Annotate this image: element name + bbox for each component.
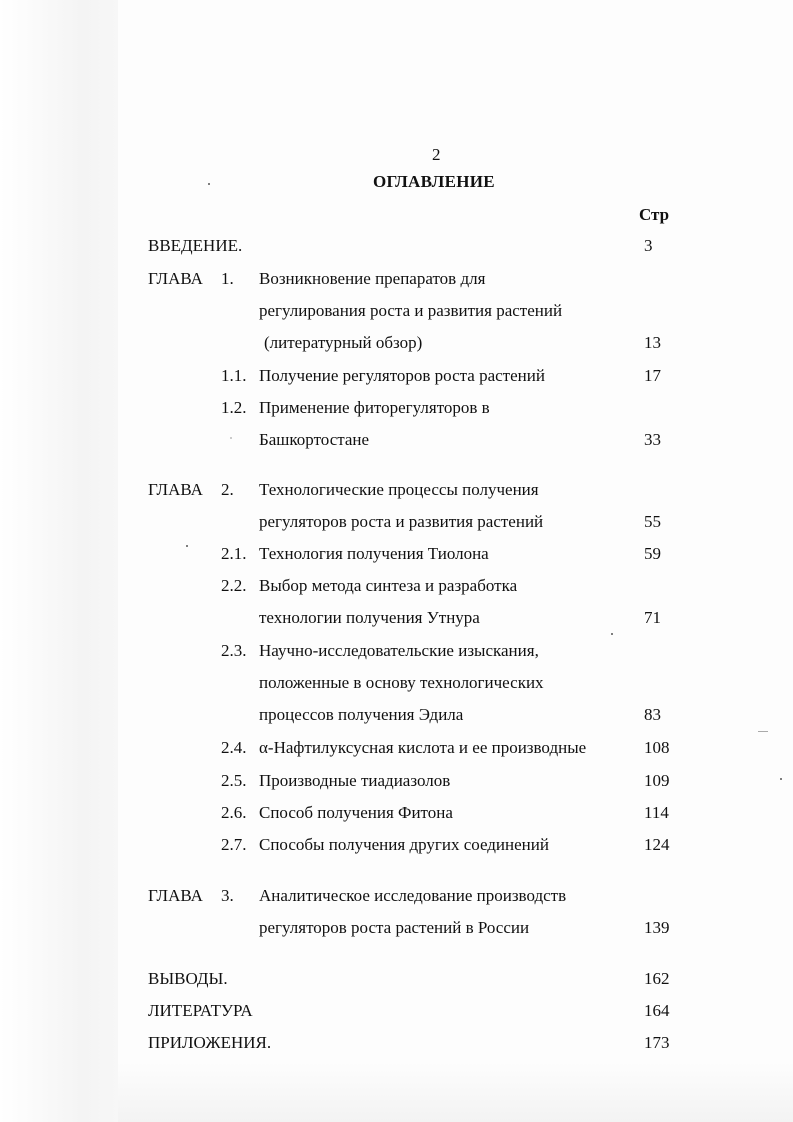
toc-chapter-1-number: 1.: [221, 269, 234, 288]
toc-section-page: 114: [644, 803, 669, 822]
toc-section-title: Выбор метода синтеза и разработка: [259, 576, 518, 595]
toc-section-number: 2.1.: [221, 544, 247, 563]
toc-section-title: Технология получения Тиолона: [259, 544, 489, 563]
toc-section-number: 2.6.: [221, 803, 247, 822]
toc-intro-page: 3: [644, 236, 653, 255]
page-title: ОГЛАВЛЕНИЕ: [373, 172, 495, 191]
toc-section-page: 124: [644, 835, 670, 854]
toc-chapter-2-page: 55: [644, 512, 661, 531]
toc-chapter-3-title-line: регуляторов роста растений в России: [259, 918, 530, 937]
scan-speck: [780, 778, 782, 780]
toc-chapter-1-label: ГЛАВА: [148, 269, 203, 288]
toc-chapter-1-title-line: (литературный обзор): [264, 333, 423, 352]
toc-chapter-2-title-line: Технологические процессы получения: [259, 480, 539, 499]
toc-literature-page: 164: [644, 1001, 670, 1020]
toc-section-number: 1.1.: [221, 366, 247, 385]
toc-conclusions-page: 162: [644, 969, 670, 988]
toc-conclusions-label: ВЫВОДЫ.: [148, 969, 228, 988]
scan-speck: [758, 731, 768, 732]
toc-section-number: 2.3.: [221, 641, 247, 660]
page-column-header: Стр: [639, 205, 670, 224]
toc-chapter-3-label: ГЛАВА: [148, 886, 203, 905]
toc-section-title: Научно-исследовательские изыскания,: [259, 641, 539, 660]
toc-chapter-3-page: 139: [644, 918, 670, 937]
toc-section-title: Получение регуляторов роста растений: [259, 366, 545, 385]
scan-margin-shade: [0, 0, 118, 1122]
toc-section-number: 2.2.: [221, 576, 247, 595]
toc-chapter-3-number: 3.: [221, 886, 234, 905]
toc-section-page: 33: [644, 430, 661, 449]
toc-section-number: 1.2.: [221, 398, 247, 417]
scan-speck: [230, 437, 232, 439]
toc-section-page: 59: [644, 544, 661, 563]
toc-section-number: 2.5.: [221, 771, 247, 790]
toc-chapter-1-title-line: Возникновение препаратов для: [259, 269, 486, 288]
toc-chapter-2-number: 2.: [221, 480, 234, 499]
toc-chapter-1-page: 13: [644, 333, 661, 352]
toc-section-title: Применение фиторегуляторов в: [259, 398, 490, 417]
toc-section-title: Башкортостане: [259, 430, 370, 449]
toc-section-page: 71: [644, 608, 661, 627]
toc-chapter-2-title-line: регуляторов роста и развития растений: [259, 512, 544, 531]
toc-section-title: Способ получения Фитона: [259, 803, 453, 822]
toc-section-page: 109: [644, 771, 670, 790]
scan-speck: [186, 545, 188, 547]
toc-section-title: положенные в основу технологических: [259, 673, 544, 692]
toc-section-title: технологии получения Утнура: [259, 608, 480, 627]
toc-section-title: α-Нафтилуксусная кислота и ее производные: [259, 738, 587, 757]
toc-literature-label: ЛИТЕРАТУРА: [148, 1001, 253, 1020]
scan-speck: [611, 633, 613, 635]
toc-appendices-page: 173: [644, 1033, 670, 1052]
scan-speck: [208, 183, 210, 185]
toc-chapter-2-label: ГЛАВА: [148, 480, 203, 499]
toc-section-title: Способы получения других соединений: [259, 835, 549, 854]
toc-section-number: 2.7.: [221, 835, 247, 854]
toc-section-title: процессов получения Эдила: [259, 705, 464, 724]
toc-section-number: 2.4.: [221, 738, 247, 757]
toc-appendices-label: ПРИЛОЖЕНИЯ.: [148, 1033, 272, 1052]
toc-intro-label: ВВЕДЕНИЕ.: [148, 236, 243, 255]
page-number: 2: [432, 145, 441, 164]
toc-chapter-3-title-line: Аналитическое исследование производств: [259, 886, 567, 905]
scan-bottom-shade: [118, 1062, 793, 1122]
toc-chapter-1-title-line: регулирования роста и развития растений: [259, 301, 563, 320]
toc-section-page: 83: [644, 705, 661, 724]
toc-section-page: 108: [644, 738, 670, 757]
toc-section-page: 17: [644, 366, 661, 385]
toc-section-title: Производные тиадиазолов: [259, 771, 451, 790]
